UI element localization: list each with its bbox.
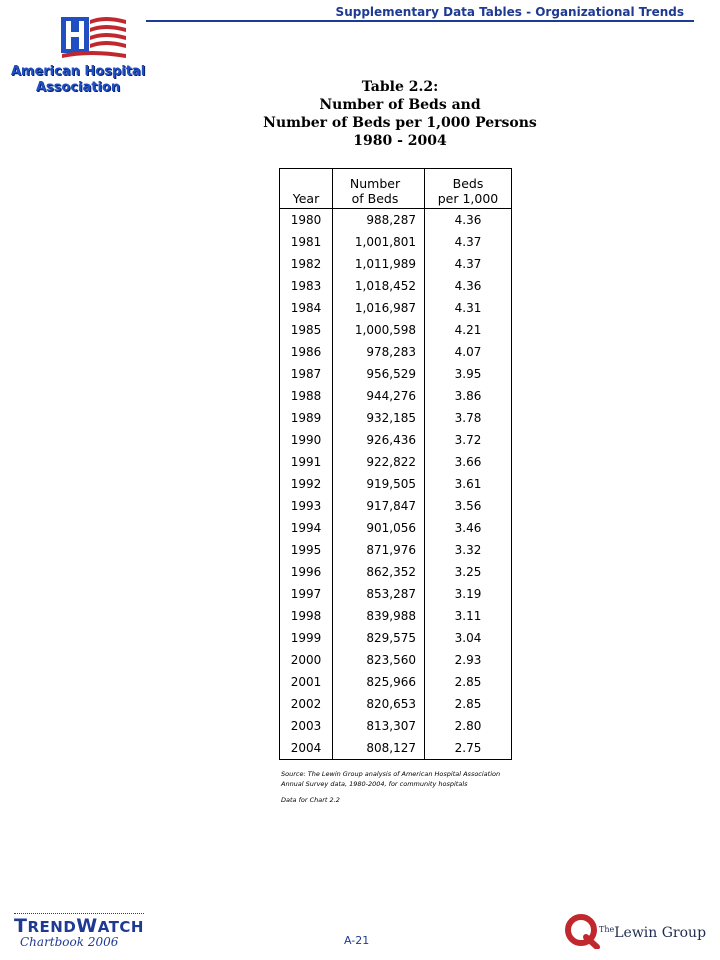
cell-beds: 823,560	[333, 649, 425, 671]
cell-rate: 4.37	[454, 235, 482, 249]
cell-rate: 4.07	[454, 345, 482, 359]
cell-rate: 3.95	[454, 367, 482, 381]
table-row	[280, 473, 512, 495]
table-row	[280, 253, 512, 275]
cell-year: 2004	[280, 737, 333, 760]
table-row	[280, 671, 512, 693]
cell-beds: 1,016,987	[333, 297, 425, 319]
trendwatch-wordmark: TRENDWATCH	[14, 915, 144, 937]
cell-beds: 932,185	[333, 407, 425, 429]
table-title-line-1: Table 2.2:	[361, 79, 439, 95]
cell-beds: 825,966	[333, 671, 425, 693]
cell-rate: 3.72	[454, 433, 482, 447]
cell-year: 1997	[280, 583, 333, 605]
cell-rate: 3.46	[454, 521, 482, 535]
table-row	[280, 583, 512, 605]
cell-rate: 2.93	[454, 653, 482, 667]
cell-year: 1995	[280, 539, 333, 561]
cell-beds: 862,352	[333, 561, 425, 583]
cell-beds: 901,056	[333, 517, 425, 539]
table-row	[280, 561, 512, 583]
cell-beds: 956,529	[333, 363, 425, 385]
source-note	[281, 769, 581, 805]
table-row	[280, 539, 512, 561]
table-body	[280, 209, 512, 760]
table-row	[280, 209, 512, 232]
cell-rate: 4.31	[454, 301, 482, 315]
cell-rate: 4.36	[454, 213, 482, 227]
header-rule	[146, 20, 694, 22]
cell-rate: 2.75	[454, 741, 482, 755]
col-header-rate	[425, 169, 512, 209]
cell-beds: 813,307	[333, 715, 425, 737]
table-row	[280, 297, 512, 319]
table-title-line-3: Number of Beds per 1,000 Persons	[263, 115, 537, 131]
lewin-q-logo-icon	[564, 913, 600, 949]
cell-beds: 922,822	[333, 451, 425, 473]
cell-year: 1987	[280, 363, 333, 385]
cell-year: 1993	[280, 495, 333, 517]
cell-year: 1996	[280, 561, 333, 583]
cell-beds: 944,276	[333, 385, 425, 407]
cell-rate: 4.36	[454, 279, 482, 293]
cell-beds: 917,847	[333, 495, 425, 517]
col-header-beds-line-2: of Beds	[351, 191, 399, 206]
chartbook-label: Chartbook 2006	[20, 935, 119, 949]
cell-year: 1994	[280, 517, 333, 539]
cell-rate: 3.56	[454, 499, 482, 513]
cell-beds: 1,011,989	[333, 253, 425, 275]
aha-logo-text	[8, 64, 148, 96]
table-row	[280, 627, 512, 649]
cell-year: 1986	[280, 341, 333, 363]
cell-beds: 820,653	[333, 693, 425, 715]
cell-beds: 871,976	[333, 539, 425, 561]
cell-year: 1989	[280, 407, 333, 429]
cell-year: 2002	[280, 693, 333, 715]
table-header-row	[280, 169, 512, 209]
cell-rate: 2.85	[454, 675, 482, 689]
beds-table	[279, 168, 512, 760]
table-row	[280, 363, 512, 385]
cell-year: 1998	[280, 605, 333, 627]
cell-beds: 926,436	[333, 429, 425, 451]
table-row	[280, 275, 512, 297]
table-row	[280, 649, 512, 671]
cell-year: 2000	[280, 649, 333, 671]
page-number: A-21	[344, 934, 370, 947]
table-title-line-4: 1980 - 2004	[353, 133, 447, 149]
table-row	[280, 341, 512, 363]
cell-year: 2003	[280, 715, 333, 737]
cell-year: 1980	[280, 209, 333, 232]
cell-rate: 3.32	[454, 543, 482, 557]
cell-rate: 3.66	[454, 455, 482, 469]
cell-beds: 1,018,452	[333, 275, 425, 297]
cell-rate: 4.37	[454, 257, 482, 271]
cell-beds: 1,001,801	[333, 231, 425, 253]
cell-beds: 988,287	[333, 209, 425, 232]
col-header-year: Year	[280, 169, 333, 209]
cell-year: 1991	[280, 451, 333, 473]
cell-rate: 3.19	[454, 587, 482, 601]
table-row	[280, 319, 512, 341]
source-line-1: Source: The Lewin Group analysis of American Hospital Association	[281, 770, 501, 778]
cell-beds: 978,283	[333, 341, 425, 363]
running-header: Supplementary Data Tables - Organizational Trends	[335, 5, 684, 19]
table-title	[250, 78, 550, 150]
cell-rate: 3.86	[454, 389, 482, 403]
cell-beds: 919,505	[333, 473, 425, 495]
lewin-group-wordmark: $^{The}$Lewin Group	[599, 925, 707, 941]
table-row	[280, 429, 512, 451]
aha-logo-icon	[60, 14, 130, 64]
cell-year: 1982	[280, 253, 333, 275]
cell-beds: 839,988	[333, 605, 425, 627]
col-header-beds	[333, 169, 425, 209]
cell-beds: 829,575	[333, 627, 425, 649]
cell-rate: 4.21	[454, 323, 482, 337]
cell-rate: 2.85	[454, 697, 482, 711]
table-row	[280, 495, 512, 517]
table-row	[280, 451, 512, 473]
logo-line-1: American Hospital	[10, 64, 146, 79]
col-header-beds-line-1: Number	[349, 176, 401, 191]
col-header-rate-line-2: per 1,000	[437, 191, 499, 206]
cell-year: 1999	[280, 627, 333, 649]
table-row	[280, 715, 512, 737]
cell-year: 1988	[280, 385, 333, 407]
cell-beds: 1,000,598	[333, 319, 425, 341]
cell-year: 1992	[280, 473, 333, 495]
cell-rate: 3.78	[454, 411, 482, 425]
col-header-rate-line-1: Beds	[452, 176, 484, 191]
cell-beds: 808,127	[333, 737, 425, 760]
source-line-2: Annual Survey data, 1980-2004, for community hospitals	[281, 780, 468, 788]
cell-year: 2001	[280, 671, 333, 693]
cell-rate: 3.04	[454, 631, 482, 645]
table-row	[280, 231, 512, 253]
cell-year: 1984	[280, 297, 333, 319]
table-row	[280, 605, 512, 627]
cell-rate: 2.80	[454, 719, 482, 733]
cell-year: 1983	[280, 275, 333, 297]
cell-rate: 3.11	[454, 609, 482, 623]
table-row	[280, 385, 512, 407]
data-for-chart-note: Data for Chart 2.2	[281, 796, 340, 804]
table-row	[280, 693, 512, 715]
logo-line-2: Association	[35, 80, 121, 95]
cell-rate: 3.25	[454, 565, 482, 579]
table-title-line-2: Number of Beds and	[319, 97, 481, 113]
cell-year: 1981	[280, 231, 333, 253]
table-row	[280, 517, 512, 539]
trendwatch-logo	[14, 913, 144, 949]
table-row	[280, 407, 512, 429]
cell-beds: 853,287	[333, 583, 425, 605]
cell-rate: 3.61	[454, 477, 482, 491]
cell-year: 1985	[280, 319, 333, 341]
table-row	[280, 737, 512, 760]
cell-year: 1990	[280, 429, 333, 451]
